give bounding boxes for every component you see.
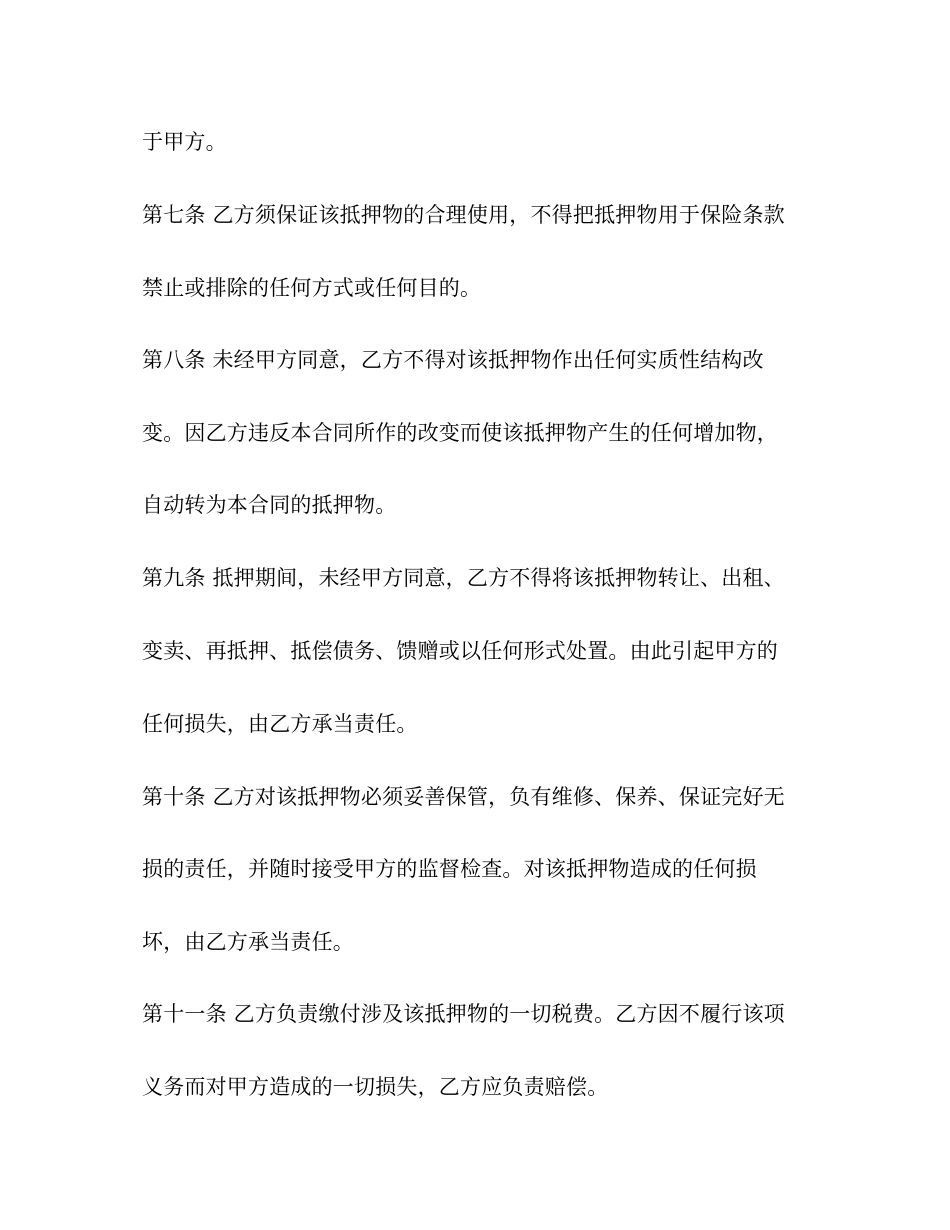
paragraph-line: 禁止或排除的任何方式或任何目的。 — [142, 276, 482, 300]
paragraph-line: 变卖、再抵押、抵偿债务、馈赠或以任何形式处置。由此引起甲方的 — [142, 639, 778, 663]
paragraph-line: 损的责任，并随时接受甲方的监督检查。对该抵押物造成的任何损 — [142, 857, 757, 881]
paragraph-line: 第十一条 乙方负责缴付涉及该抵押物的一切税费。乙方因不履行该项 — [142, 1002, 785, 1026]
paragraph-line: 第十条 乙方对该抵押物必须妥善保管，负有维修、保养、保证完好无 — [142, 785, 785, 809]
paragraph-line: 任何损失，由乙方承当责任。 — [142, 712, 418, 736]
paragraph-line: 自动转为本合同的抵押物。 — [142, 493, 397, 517]
paragraph-line: 第九条 抵押期间，未经甲方同意，乙方不得将该抵押物转让、出租、 — [142, 566, 785, 590]
paragraph-line: 变。因乙方违反本合同所作的改变而使该抵押物产生的任何增加物， — [142, 421, 778, 445]
paragraph-line: 第七条 乙方须保证该抵押物的合理使用，不得把抵押物用于保险条款 — [142, 203, 785, 227]
paragraph-line: 第八条 未经甲方同意，乙方不得对该抵押物作出任何实质性结构改 — [142, 348, 764, 372]
paragraph-line: 坏，由乙方承当责任。 — [142, 930, 354, 954]
paragraph-line: 于甲方。 — [142, 130, 227, 154]
paragraph-line: 义务而对甲方造成的一切损失，乙方应负责赔偿。 — [142, 1075, 609, 1099]
